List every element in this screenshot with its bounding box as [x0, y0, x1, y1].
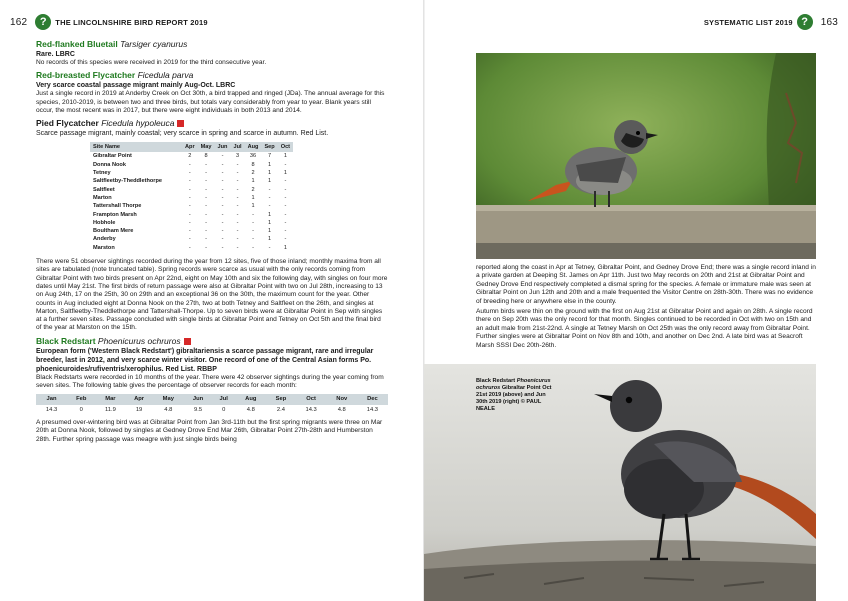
- right-page-header: [704, 14, 838, 30]
- site-table-cell: -: [284, 161, 287, 168]
- red-list-marker-icon: [177, 120, 184, 127]
- site-table-row: [90, 202, 293, 210]
- site-table-cell: -: [205, 219, 208, 226]
- site-table-cell: -: [221, 161, 224, 168]
- site-table-cell: Marston: [93, 244, 115, 251]
- site-table-cell: 1: [283, 153, 287, 160]
- site-table-cell: 1: [283, 170, 287, 177]
- site-table-row: [90, 244, 293, 252]
- site-table-row: [90, 186, 293, 194]
- site-table-cell: -: [221, 153, 224, 160]
- site-table-cell: -: [205, 236, 208, 243]
- lincs-logo-icon: ?: [797, 14, 813, 30]
- site-table-row: [90, 235, 293, 243]
- site-table-cell: -: [221, 244, 224, 251]
- site-table-cell: -: [236, 203, 239, 210]
- month-table-header-cell: Sep: [266, 394, 295, 404]
- site-table-cell: -: [205, 228, 208, 235]
- site-table-cell: -: [205, 203, 208, 210]
- site-table-cell: -: [236, 194, 239, 201]
- species-heading-pied-flycatcher: Pied Flycatcher Ficedula hypoleuca: [36, 118, 388, 129]
- site-table-header-cell: May: [198, 142, 215, 152]
- site-table-cell: -: [188, 236, 191, 243]
- right-page-number: 163: [820, 16, 838, 28]
- black-redstart-photo-above: [476, 53, 816, 259]
- text-red-breasted-flycatcher: Just a single record in 2019 at Anderby Creek on Oct 30th, a bird trapped and ringed (JDa). The annual average for this species, 2010-2019, is between two and three birds, but totals vary considerably from year to year. Blank years still occur, the most recent was in 2017, but there were eight individuals in both 2013 and 2014.: [36, 90, 385, 114]
- black-redstart-month-table: [36, 394, 388, 415]
- site-table-cell: -: [188, 170, 191, 177]
- site-table-row: [90, 219, 293, 227]
- lincs-logo-icon: ?: [35, 14, 51, 30]
- site-table-cell: -: [236, 236, 239, 243]
- species-heading-black-redstart: Black Redstart Phoenicurus ochruros: [36, 336, 388, 347]
- month-table-cell: 14.3: [366, 406, 379, 413]
- site-table-cell: -: [284, 194, 287, 201]
- month-table-header-cell: Jul: [212, 394, 235, 404]
- site-table-cell: -: [188, 211, 191, 218]
- site-table-cell: Donna Nook: [93, 161, 126, 168]
- left-page-number: 162: [10, 16, 28, 28]
- site-table-cell: -: [205, 170, 208, 177]
- site-table-cell: -: [188, 219, 191, 226]
- site-table-header-cell: Jul: [230, 142, 244, 152]
- site-table-row: [90, 177, 293, 185]
- site-table-cell: 1: [251, 178, 255, 185]
- site-table-cell: Saltfleetby-Theddlethorpe: [93, 178, 162, 185]
- site-table-cell: -: [221, 178, 224, 185]
- site-table-cell: -: [188, 178, 191, 185]
- site-table-cell: -: [221, 194, 224, 201]
- status-red-breasted-flycatcher: Very scarce coastal passage migrant mainly Aug-Oct. LBRC: [36, 82, 236, 90]
- site-table-cell: -: [188, 161, 191, 168]
- month-table-header-cell: Apr: [125, 394, 152, 404]
- site-table-cell: -: [284, 228, 287, 235]
- site-table-cell: -: [205, 244, 208, 251]
- site-table-cell: -: [221, 211, 224, 218]
- month-table-cell: 0: [79, 406, 83, 413]
- site-table-row: [90, 227, 293, 235]
- site-table-cell: Tattershall Thorpe: [93, 203, 142, 210]
- site-table-cell: -: [236, 178, 239, 185]
- site-table-cell: -: [236, 161, 239, 168]
- site-table-cell: -: [236, 186, 239, 193]
- site-table-cell: 1: [268, 219, 272, 226]
- site-table-cell: 1: [268, 228, 272, 235]
- site-table-header-cell: Aug: [245, 142, 262, 152]
- site-table-cell: -: [221, 228, 224, 235]
- text-pied-flycatcher: There were 51 observer sightings recorded during the year from 12 sites, five of those inland; monthly maxima from all sites are tabulated (note truncated table). Spring records were scarce as usual with the only records coming from Gibraltar Point with two birds present on Apr 22nd, eight on May 10th and six the following day, with singles on four more dates until May 21st. The first birds of return passage were also at Gibraltar Point with two on Jul 28th, increasing to 13 on Aug 24th, 17 on the 25th, 30 on 29th and an exceptional 36 on the 30th, the maximum count for the year. Other counts in Aug included eight at Donna Nook on the 27th, two at both Tetney and Saltfleet on the 26th, and singles at Marton, Saltfleetby-Theddlethorpe and Tattershall-Thorpe. Up to seven birds were at Gibraltar Point in Sep with singles at a further seven sites. Passage concluded with single birds at Gibraltar Point and Tetney on Oct 5th and the final bird of the year at Marston on the 15th.: [36, 258, 388, 332]
- photo-caption: Black Redstart Phoenicurus ochruros Gibraltar Point Oct 21st 2019 (above) and Jun 30th 2019 (right) © PAUL NEALE: [476, 378, 552, 412]
- black-redstart-photo-right: [424, 364, 816, 601]
- text-black-redstart-intro: Black Redstarts were recorded in 10 months of the year. There were 42 observer sightings during the year coming from seven sites. The following table gives the percentage of observer records for each month:: [36, 373, 384, 390]
- text-bluetail: No records of this species were received in 2019 for the third consecutive year.: [36, 59, 267, 66]
- site-table-row: [90, 161, 293, 169]
- section-title: SYSTEMATIC LIST 2019: [703, 17, 793, 27]
- site-table-cell: -: [205, 178, 208, 185]
- site-table-cell: -: [236, 244, 239, 251]
- site-table-cell: -: [221, 203, 224, 210]
- site-table-cell: -: [221, 186, 224, 193]
- site-table-cell: -: [205, 161, 208, 168]
- site-table-cell: 1: [268, 170, 272, 177]
- site-table-cell: Tetney: [93, 170, 111, 177]
- site-table-cell: -: [252, 228, 254, 235]
- site-table-cell: -: [188, 194, 191, 201]
- report-title: THE LINCOLNSHIRE BIRD REPORT 2019: [55, 17, 208, 27]
- month-table-header-cell: Dec: [357, 394, 388, 404]
- month-table-header-cell: Jun: [184, 394, 212, 404]
- site-table-cell: 1: [251, 194, 255, 201]
- month-table-header-cell: Jan: [36, 394, 67, 404]
- site-table-cell: -: [284, 219, 287, 226]
- site-table-cell: -: [284, 178, 287, 185]
- month-table-cell: 19: [135, 406, 143, 413]
- site-table-cell: Boultham Mere: [93, 228, 134, 235]
- month-table-header-cell: Nov: [327, 394, 357, 404]
- text-black-redstart-spring: A presumed over-wintering bird was at Gibraltar Point from Jan 3rd-11th but the first spring migrants were three on Mar 20th at Donna Nook, followed by singles at Gedney Drove End Mar 26th, Gibraltar Point 27th-28th and Humberston 28th. Further spring passage was meagre with just single birds being: [36, 418, 383, 443]
- site-table-cell: -: [236, 170, 239, 177]
- site-table-cell: -: [284, 236, 287, 243]
- site-table-cell: -: [284, 203, 287, 210]
- month-table-cell: 0: [222, 406, 226, 413]
- month-table-cell: 2.4: [276, 406, 285, 413]
- site-table-cell: -: [188, 186, 191, 193]
- month-table-cell: 4.8: [246, 406, 255, 413]
- left-page-header: [10, 14, 208, 30]
- site-table-cell: -: [268, 244, 271, 251]
- status-pied-flycatcher: Scarce passage migrant, mainly coastal; very scarce in spring and scarce in autumn. Red List.: [36, 130, 329, 138]
- site-table-cell: -: [268, 194, 271, 201]
- pied-flycatcher-site-table: [90, 142, 293, 252]
- site-table-cell: -: [236, 211, 239, 218]
- month-table-header-cell: Aug: [235, 394, 266, 404]
- left-column: [36, 36, 388, 446]
- month-table-cell: 14.3: [305, 406, 317, 413]
- site-table-cell: 2: [251, 170, 255, 177]
- right-page: [424, 0, 848, 601]
- species-heading-red-breasted-flycatcher: Red-breasted Flycatcher Ficedula parva: [36, 70, 194, 81]
- site-table-header-cell: Site Name: [90, 142, 182, 152]
- month-table-header-cell: May: [153, 394, 184, 404]
- site-table-cell: -: [236, 228, 239, 235]
- status-black-redstart: European form ('Western Black Redstart') gibraltariensis a scarce passage migrant, rare and irregular breeder, last in 2012, and very scarce winter visitor. One record of one of the Central Asian forms Po. phoenicuroides/rufiventris/xerophilus. Red List. RBBP: [36, 347, 374, 373]
- site-table-cell: Marton: [93, 194, 112, 201]
- site-table-cell: -: [205, 211, 208, 218]
- month-table-header-cell: Mar: [95, 394, 125, 404]
- site-table-cell: 1: [251, 203, 255, 210]
- site-table-cell: -: [221, 236, 224, 243]
- site-table-cell: -: [221, 170, 224, 177]
- site-table-cell: 36: [249, 153, 257, 160]
- month-table-cell: 11.9: [104, 406, 116, 413]
- site-table-cell: -: [284, 186, 287, 193]
- site-table-cell: -: [268, 203, 271, 210]
- site-table-cell: 1: [268, 211, 272, 218]
- site-table-cell: Frampton Marsh: [93, 211, 137, 218]
- site-table-row: [90, 152, 293, 160]
- month-table-cell: 14.3: [45, 406, 58, 413]
- status-bluetail: Rare. LBRC: [36, 51, 75, 58]
- site-table-cell: Gibraltar Point: [93, 153, 132, 160]
- site-table-cell: -: [188, 203, 191, 210]
- site-table-cell: -: [268, 186, 271, 193]
- site-table-cell: 2: [188, 153, 192, 160]
- site-table-header-cell: Oct: [278, 142, 293, 152]
- species-heading-bluetail: Red-flanked Bluetail Tarsiger cyanurus: [36, 39, 188, 49]
- site-table-cell: 3: [235, 153, 240, 160]
- month-table-cell: 9.5: [193, 406, 203, 413]
- site-table-cell: -: [252, 211, 254, 218]
- site-table-row: [90, 211, 293, 219]
- site-table-cell: -: [188, 244, 191, 251]
- site-table-cell: 8: [204, 153, 208, 160]
- site-table-cell: 1: [268, 236, 272, 243]
- site-table-row: [90, 169, 293, 177]
- text-black-redstart-breeding: reported along the coast in Apr at Tetney, Gibraltar Point, and Gedney Drove End; there was a single record inland in a private garden at Deeping St. James on Apr 11th. Just two May records on 20th and 21st at Gibraltar Point and Gedney Drove End respectively completed a dismal spring for the species. A female or immature male was seen at Gibraltar Point on Jun 12th and 20th and a male frequented the Visitor Centre on 28th-30th. There was no evidence of breeding here or anywhere else in the county.: [476, 264, 816, 305]
- site-table-cell: -: [205, 194, 208, 201]
- site-table-cell: -: [252, 244, 254, 251]
- site-table-cell: Hobhole: [93, 219, 116, 226]
- text-black-redstart-autumn: Autumn birds were thin on the ground with the first on Aug 21st at Gibraltar Point and again on 28th. A single record there on Sep 20th was the only record for that month. Singles continued to be recorded in Oct with two on 15th and an adult male from 21st-22nd. A single at Tetney Marsh on Oct 25th was the only record away from Gibraltar Point. Further singles were at Gibraltar Point on Nov 8th and 10th, and another on Dec 2nd. A late bird was at Seacroft Marsh SSSI Dec 20th-26th.: [476, 308, 813, 349]
- site-table-cell: 2: [251, 186, 255, 193]
- right-column-text: [476, 264, 816, 352]
- month-table-cell: 4.8: [337, 406, 346, 413]
- month-table-header-cell: Feb: [67, 394, 95, 404]
- red-list-marker-icon: [184, 338, 191, 345]
- black-redstart-fence-image: [476, 53, 816, 259]
- month-table-cell: 4.8: [164, 406, 173, 413]
- site-table-cell: -: [252, 219, 254, 226]
- site-table-cell: 8: [251, 161, 255, 168]
- site-table-row: [90, 194, 293, 202]
- site-table-cell: -: [221, 219, 224, 226]
- site-table-cell: Anderby: [93, 236, 116, 243]
- site-table-cell: -: [205, 186, 208, 193]
- site-table-header-cell: Apr: [182, 142, 198, 152]
- site-table-cell: -: [252, 236, 254, 243]
- site-table-cell: -: [236, 219, 239, 226]
- site-table-cell: -: [188, 228, 191, 235]
- site-table-cell: Saltfleet: [93, 186, 115, 193]
- site-table-header-cell: Sep: [261, 142, 277, 152]
- site-table-cell: 7: [268, 153, 272, 160]
- site-table-header-cell: Jun: [215, 142, 231, 152]
- site-table-cell: 1: [268, 178, 272, 185]
- site-table-cell: 1: [268, 161, 272, 168]
- month-table-header-cell: Oct: [296, 394, 327, 404]
- site-table-cell: 1: [283, 244, 287, 251]
- site-table-cell: -: [284, 211, 287, 218]
